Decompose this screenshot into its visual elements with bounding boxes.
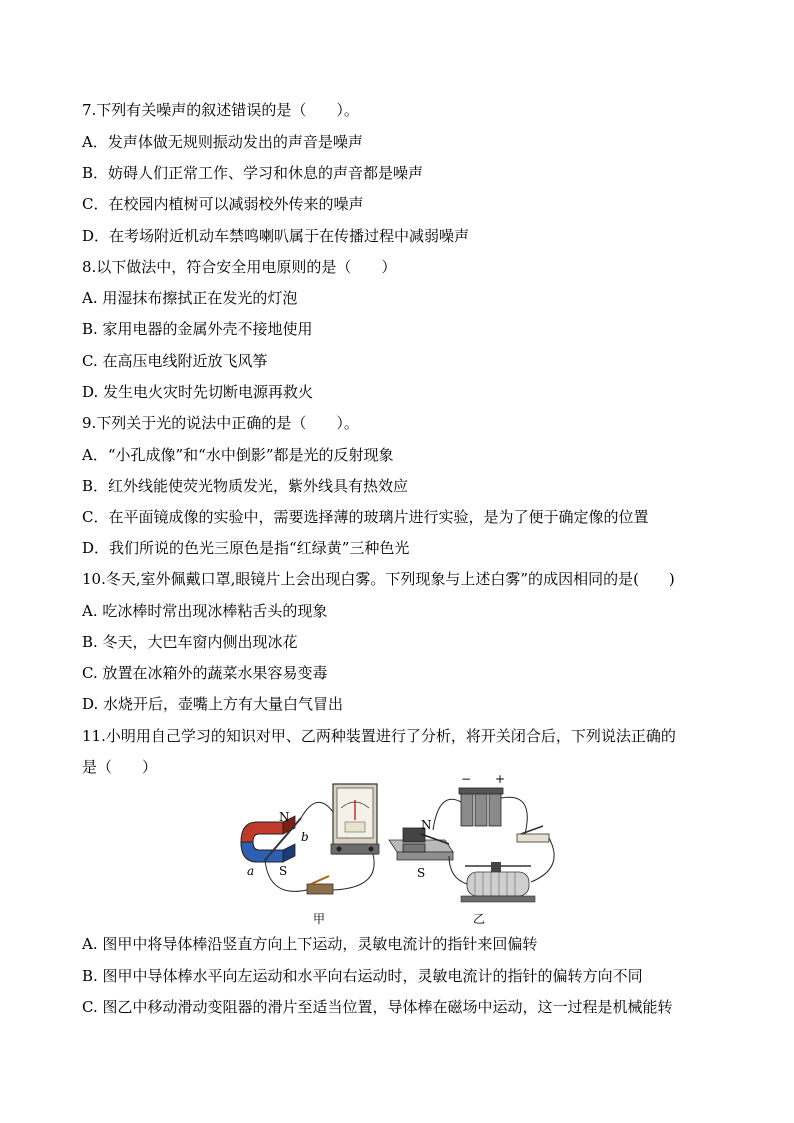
question-7-option-b: B．妨碍人们正常工作、学习和休息的声音都是噪声 — [82, 164, 424, 182]
question-9-option-c: C．在平面镜成像的实验中，需要选择薄的玻璃片进行实验，是为了便于确定像的位置 — [82, 508, 649, 526]
question-9-option-b: B．红外线能使荧光物质发光，紫外线具有热效应 — [82, 477, 409, 495]
question-11-option-a: A. 图甲中将导体棒沿竖直方向上下运动，灵敏电流计的指针来回偏转 — [82, 935, 538, 953]
rheostat-icon — [461, 862, 535, 902]
question-8-option-a: A. 用湿抹布擦拭正在发光的灯泡 — [82, 289, 298, 307]
question-7-stem: 7.下列有关噪声的叙述错误的是（ ）。 — [82, 101, 359, 119]
question-10-option-b: B. 冬天，大巴车窗内侧出现冰花 — [82, 633, 298, 651]
question-8-stem: 8.以下做法中，符合安全用电原则的是（ ） — [82, 258, 397, 276]
switch-2-icon — [517, 826, 549, 842]
switch-icon — [307, 876, 333, 894]
label-plus: + — [495, 772, 506, 786]
label-n-left: N — [279, 810, 290, 824]
label-a: a — [247, 864, 255, 878]
question-11-option-c: C. 图乙中移动滑动变阻器的滑片至适当位置，导体棒在磁场中运动，这一过程是机械能转 — [82, 998, 673, 1016]
question-10-option-d: D. 水烧开后，壶嘴上方有大量白气冒出 — [82, 695, 344, 713]
question-10-option-a: A. 吃冰棒时常出现冰棒粘舌头的现象 — [82, 602, 328, 620]
question-11-option-b: B. 图甲中导体棒水平向左运动和水平向右运动时，灵敏电流计的指针的偏转方向不同 — [82, 967, 643, 985]
apparatus-diagram — [235, 778, 565, 930]
question-9-option-d: D．我们所说的色光三原色是指“红绿黄”三种色光 — [82, 539, 410, 557]
question-10-stem: 10.冬天,室外佩戴口罩,眼镜片上会出现白雾。下列现象与上述白雾”的成因相同的是( ) — [82, 570, 675, 588]
question-7-option-c: C．在校园内植树可以减弱校外传来的噪声 — [82, 195, 364, 213]
question-11-stem: 11.小明用自己学习的知识对甲、乙两种装置进行了分析，将开关闭合后，下列说法正确的 — [82, 727, 676, 745]
label-s-right: S — [417, 866, 426, 880]
motor-model-icon — [389, 828, 453, 860]
figure-caption-jia: 甲 — [313, 912, 326, 926]
question-10-option-c: C. 放置在冰箱外的蔬菜水果容易变毒 — [82, 664, 328, 682]
question-8-option-c: C. 在高压电线附近放飞风筝 — [82, 352, 268, 370]
question-8-option-b: B. 家用电器的金属外壳不接地使用 — [82, 320, 313, 338]
question-9-stem: 9.下列关于光的说法中正确的是（ ）。 — [82, 414, 359, 432]
question-9-option-a: A．“小孔成像”和“水中倒影”都是光的反射现象 — [82, 446, 394, 464]
question-11-figure — [235, 772, 565, 930]
label-n-right: N — [421, 818, 432, 832]
question-7-option-d: D．在考场附近机动车禁鸣喇叭属于在传播过程中减弱噪声 — [82, 227, 470, 245]
galvanometer-icon — [331, 784, 379, 854]
question-8-option-d: D. 发生电火灾时先切断电源再救火 — [82, 383, 314, 401]
question-7-option-a: A．发声体做无规则振动发出的声音是噪声 — [82, 133, 363, 151]
label-b: b — [301, 830, 309, 844]
label-s-left: S — [279, 864, 288, 878]
label-minus: − — [461, 772, 472, 786]
question-11-stem-continued: 是（ ） — [82, 758, 158, 776]
figure-caption-yi: 乙 — [473, 912, 486, 926]
battery-icon — [459, 788, 503, 826]
